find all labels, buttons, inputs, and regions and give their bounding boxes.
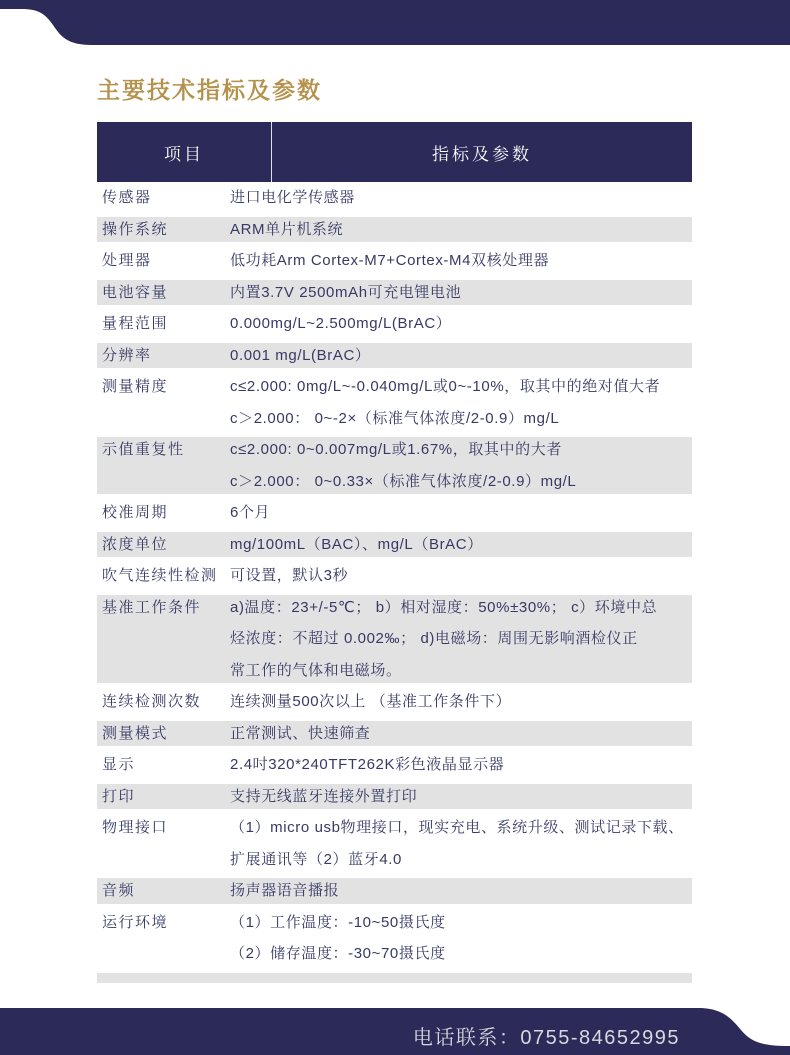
row-label: 分辨率 [102,346,152,364]
row-value-line: （2）储存温度：-30~70摄氏度 [230,945,446,962]
row-label: 测量模式 [102,724,169,742]
row-value-line: c≤2.000: 0~0.007mg/L或1.67%，取其中的大者 [230,441,562,458]
row-label: 物理接口 [102,819,169,836]
table-row [97,592,692,687]
table-row [97,245,692,277]
row-value-line: 低功耗Arm Cortex-M7+Cortex-M4双核处理器 [230,252,550,269]
row-label: 吹气连续性检测 [102,567,218,584]
row-value-line: c＞2.000： 0~0.33×（标准气体浓度/2-0.9）mg/L [230,472,577,490]
table-row [97,214,692,246]
row-value [230,340,692,372]
row-value-line: 0.000mg/L~2.500mg/L(BrAC） [230,315,452,332]
row-value [230,592,692,687]
table-row [97,308,692,340]
row-label: 音频 [102,882,136,899]
row-value-line: c≤2.000: 0mg/L~-0.040mg/L或0~-10%，取其中的绝对值大者 [230,378,661,395]
row-value-line: 可设置，默认3秒 [230,567,349,584]
column-header-item: 项目 [164,144,204,164]
row-value [230,371,692,434]
row-label: 操作系统 [102,220,169,238]
contact-phone: 电话联系：0755-84652995 [412,1027,680,1049]
row-value [230,907,692,970]
row-label: 示值重复性 [102,441,185,458]
row-label: 校准周期 [102,504,169,521]
row-value [230,497,692,529]
table-row [97,812,692,875]
table-header-row [97,122,692,182]
row-value-line: 2.4吋320*240TFT262K彩色液晶显示器 [230,756,505,773]
table-row [97,749,692,781]
table-row [97,907,692,970]
table-row-empty [97,970,692,986]
row-value [230,749,692,781]
bottom-wave-band [0,1008,790,1055]
table-row [97,182,692,214]
row-value-line: 烃浓度：不超过 0.002‰； d)电磁场：周围无影响酒检仪正 [230,630,638,647]
row-value [230,308,692,340]
row-label: 电池容量 [102,283,169,301]
table-row [97,497,692,529]
page-title: 主要技术指标及参数 [97,77,322,103]
table-row [97,371,692,434]
row-value [230,182,692,214]
row-label: 传感器 [102,189,152,206]
row-label: 打印 [102,787,136,805]
row-label: 量程范围 [102,315,169,332]
table-row [97,875,692,907]
table-row [97,434,692,497]
table-row [97,340,692,372]
row-value [230,718,692,750]
row-label: 显示 [102,756,136,773]
table-row [97,529,692,561]
row-value-line: a)温度：23+/-5℃； b）相对湿度：50%±30%； c）环境中总 [230,598,658,616]
top-wave-band [0,0,790,45]
row-label: 测量精度 [102,378,169,395]
row-value [230,560,692,592]
row-value-line: 支持无线蓝牙连接外置打印 [230,787,418,805]
row-value [230,875,692,907]
row-label: 运行环境 [102,913,169,931]
row-value-line: （1）micro usb物理接口，现实充电、系统升级、测试记录下载、 [230,819,684,836]
table-body [97,182,692,986]
table-row [97,560,692,592]
row-value-line: 内置3.7V 2500mAh可充电锂电池 [230,283,462,301]
row-value-line: （1）工作温度：-10~50摄氏度 [230,913,446,931]
spec-table [97,122,692,986]
row-value-line: c＞2.000： 0~-2×（标准气体浓度/2-0.9）mg/L [230,409,560,427]
row-label: 处理器 [102,252,152,269]
row-value-line: 连续测量500次以上 （基准工作条件下） [230,693,512,710]
row-value-line: 0.001 mg/L(BrAC） [230,346,371,364]
column-header-spec: 指标及参数 [432,144,532,164]
row-value [230,529,692,561]
table-row [97,686,692,718]
row-label: 连续检测次数 [102,693,202,710]
table-row [97,781,692,813]
row-label: 基准工作条件 [102,598,202,616]
row-value [230,245,692,277]
row-value-line: ARM单片机系统 [230,220,344,238]
row-value-line: 扩展通讯等（2）蓝牙4.0 [230,850,402,868]
row-label: 浓度单位 [102,535,169,553]
row-value [230,686,692,718]
row-value-line: 正常测试、快速筛查 [230,724,371,742]
table-row [97,277,692,309]
row-value-line: 扬声器语音播报 [230,882,340,899]
row-value [230,781,692,813]
row-value [230,434,692,497]
row-value-line: 进口电化学传感器 [230,189,355,206]
row-value [230,812,692,875]
row-value-line: 常工作的气体和电磁场。 [230,661,402,679]
row-value [230,214,692,246]
row-value-line: 6个月 [230,504,271,521]
row-value-line: mg/100mL（BAC）、mg/L（BrAC） [230,535,483,553]
row-value [230,277,692,309]
table-row [97,718,692,750]
